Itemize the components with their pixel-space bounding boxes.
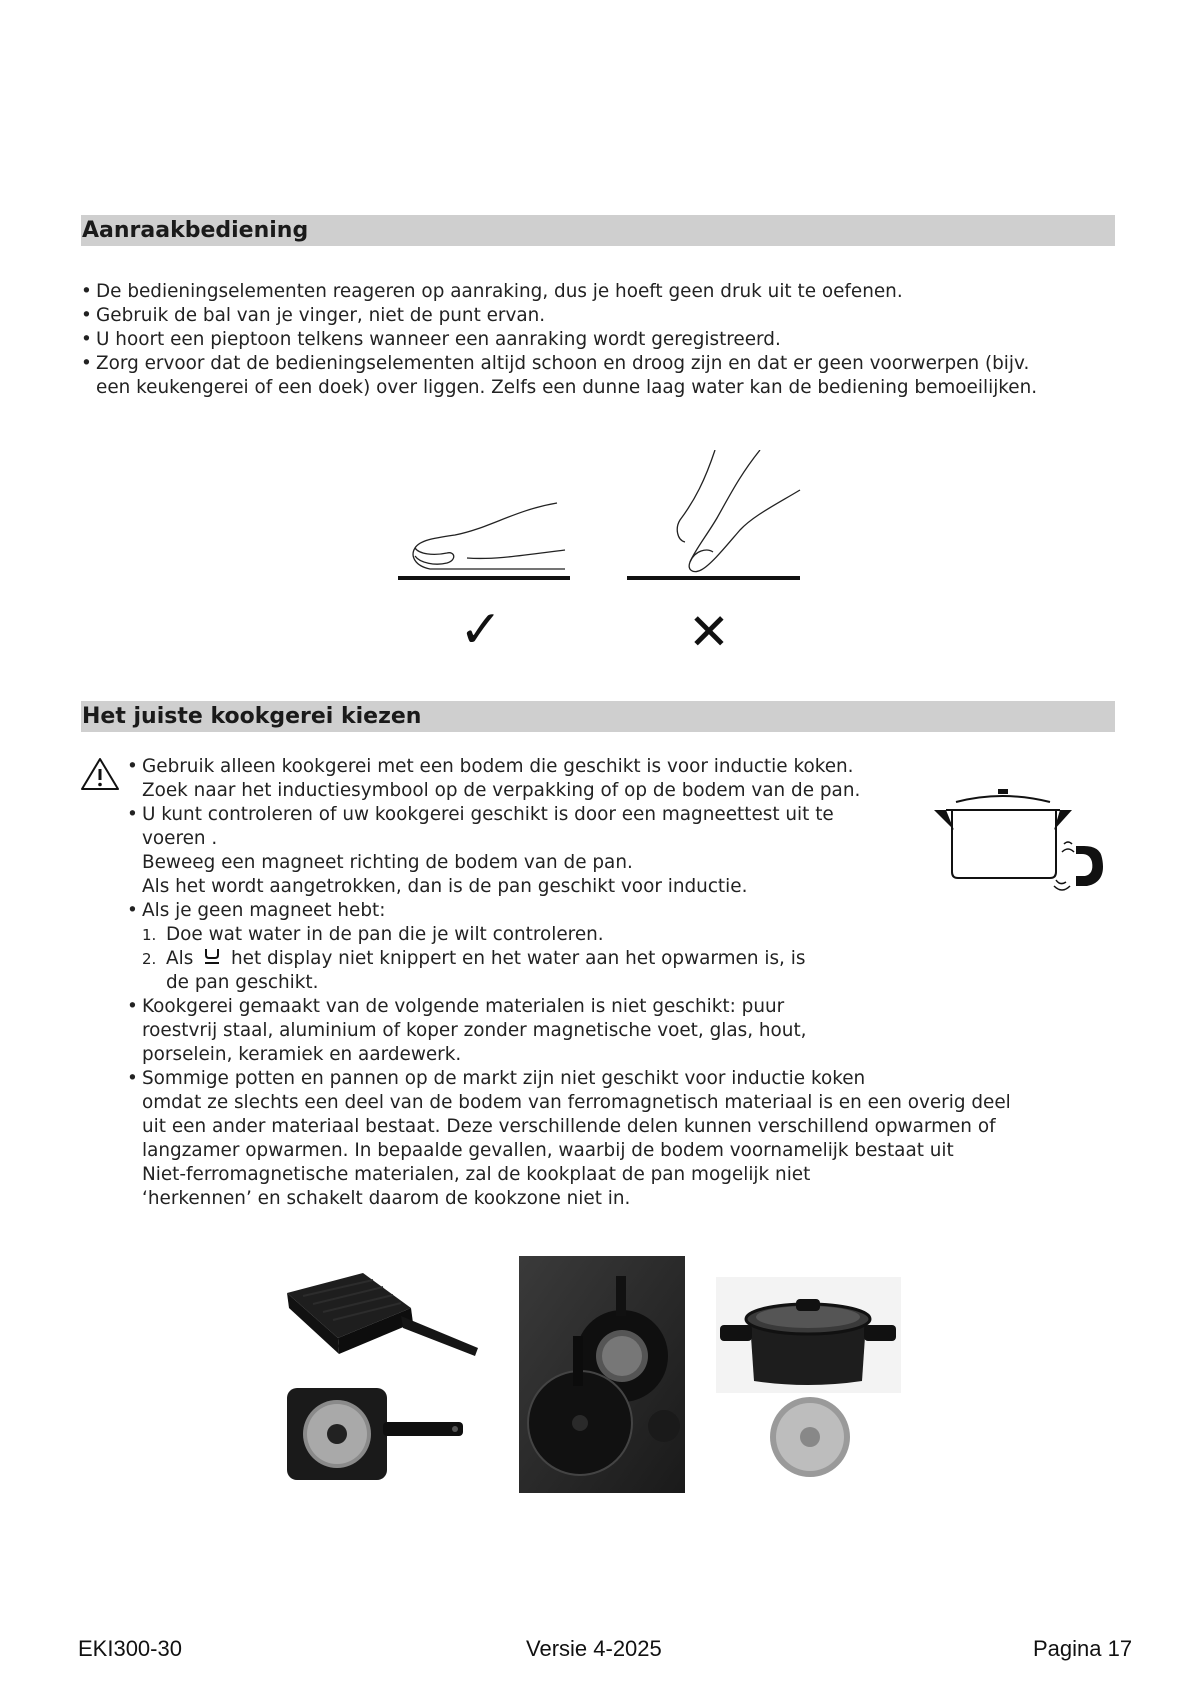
list-item: • De bedieningselementen reageren op aanraking, dus je hoeft geen druk uit te oefenen. (81, 280, 1061, 304)
wok-pans-photo (519, 1256, 685, 1493)
list-item: • Kookgerei gemaakt van de volgende materialen is niet geschikt: puur roestvrij staal, aluminium of koper zonder magnetische voet, glas, hout, porselein, keramiek en aardewerk. (127, 995, 1087, 1067)
list-item: • U hoort een pieptoon telkens wanneer een aanraking wordt geregistreerd. (81, 328, 1061, 352)
touch-control-list (81, 280, 1061, 400)
steps-list (142, 923, 1087, 995)
list-item: • Gebruik alleen kookgerei met een bodem die geschikt is voor inductie koken. Zoek naar het inductiesymbool op de verpakking of op de bodem van de pan. (127, 755, 1087, 803)
step-item: 1. Doe wat water in de pan die je wilt controleren. (142, 924, 604, 945)
list-item: • Als je geen magneet hebt: 1. Doe wat water in de pan die je wilt controleren. 2. Als het display niet knippert en het water aan het opwarmen is, is de pan geschikt. (127, 899, 1087, 995)
pan-symbol-icon (203, 947, 221, 967)
footer-version: Versie 4-2025 (526, 1636, 662, 1661)
list-item: • Zorg ervoor dat de bedieningselementen altijd schoon en droog zijn en dat er geen voorwerpen (bijv. een keukengerei of een doek) over liggen. Zelfs een dunne laag water kan de bediening bemoeilijken. (81, 352, 1061, 400)
finger-tip-icon (677, 450, 800, 572)
finger-flat-icon (413, 503, 565, 569)
list-item: • Gebruik de bal van je vinger, niet de punt ervan. (81, 304, 1061, 328)
cross-icon: ✕ (688, 603, 730, 661)
list-item: • Sommige potten en pannen op de markt zijn niet geschikt voor inductie koken omdat ze slechts een deel van de bodem van ferromagnetisch materiaal is en een overig deel uit een ander materiaal bestaat. Deze verschillende delen kunnen verschillend opwarmen of langzamer opwarmen. In bepaalde gevallen, waarbij de bodem voornamelijk bestaat uit Niet-ferromagnetische materialen, zal de kookplaat de pan mogelijk niet ‘herkennen’ en schakelt daarom de kookzone niet in. (127, 1067, 1087, 1211)
section-title-touch-control: Aanraakbediening (81, 215, 1115, 246)
list-item: • U kunt controleren of uw kookgerei geschikt is door een magneettest uit te voeren . Beweeg een magneet richting de bodem van de pan. Als het wordt aangetrokken, dan is de pan geschikt voor inductie. (127, 803, 1087, 899)
section-title-cookware: Het juiste kookgerei kiezen (81, 701, 1115, 732)
step-item: 2. Als het display niet knippert en het water aan het opwarmen is, is de pan geschikt. (142, 948, 806, 993)
stockpot-photo (716, 1277, 901, 1485)
footer-page-number: Pagina 17 (1033, 1636, 1133, 1661)
pot-magnet-icon (932, 782, 1112, 897)
warning-icon (80, 757, 120, 791)
footer-model: EKI300-30 (78, 1636, 182, 1661)
grill-pan-photo (283, 1268, 485, 1483)
finger-touch-illustration (395, 450, 805, 590)
checkmark-icon: ✓ (459, 600, 503, 660)
